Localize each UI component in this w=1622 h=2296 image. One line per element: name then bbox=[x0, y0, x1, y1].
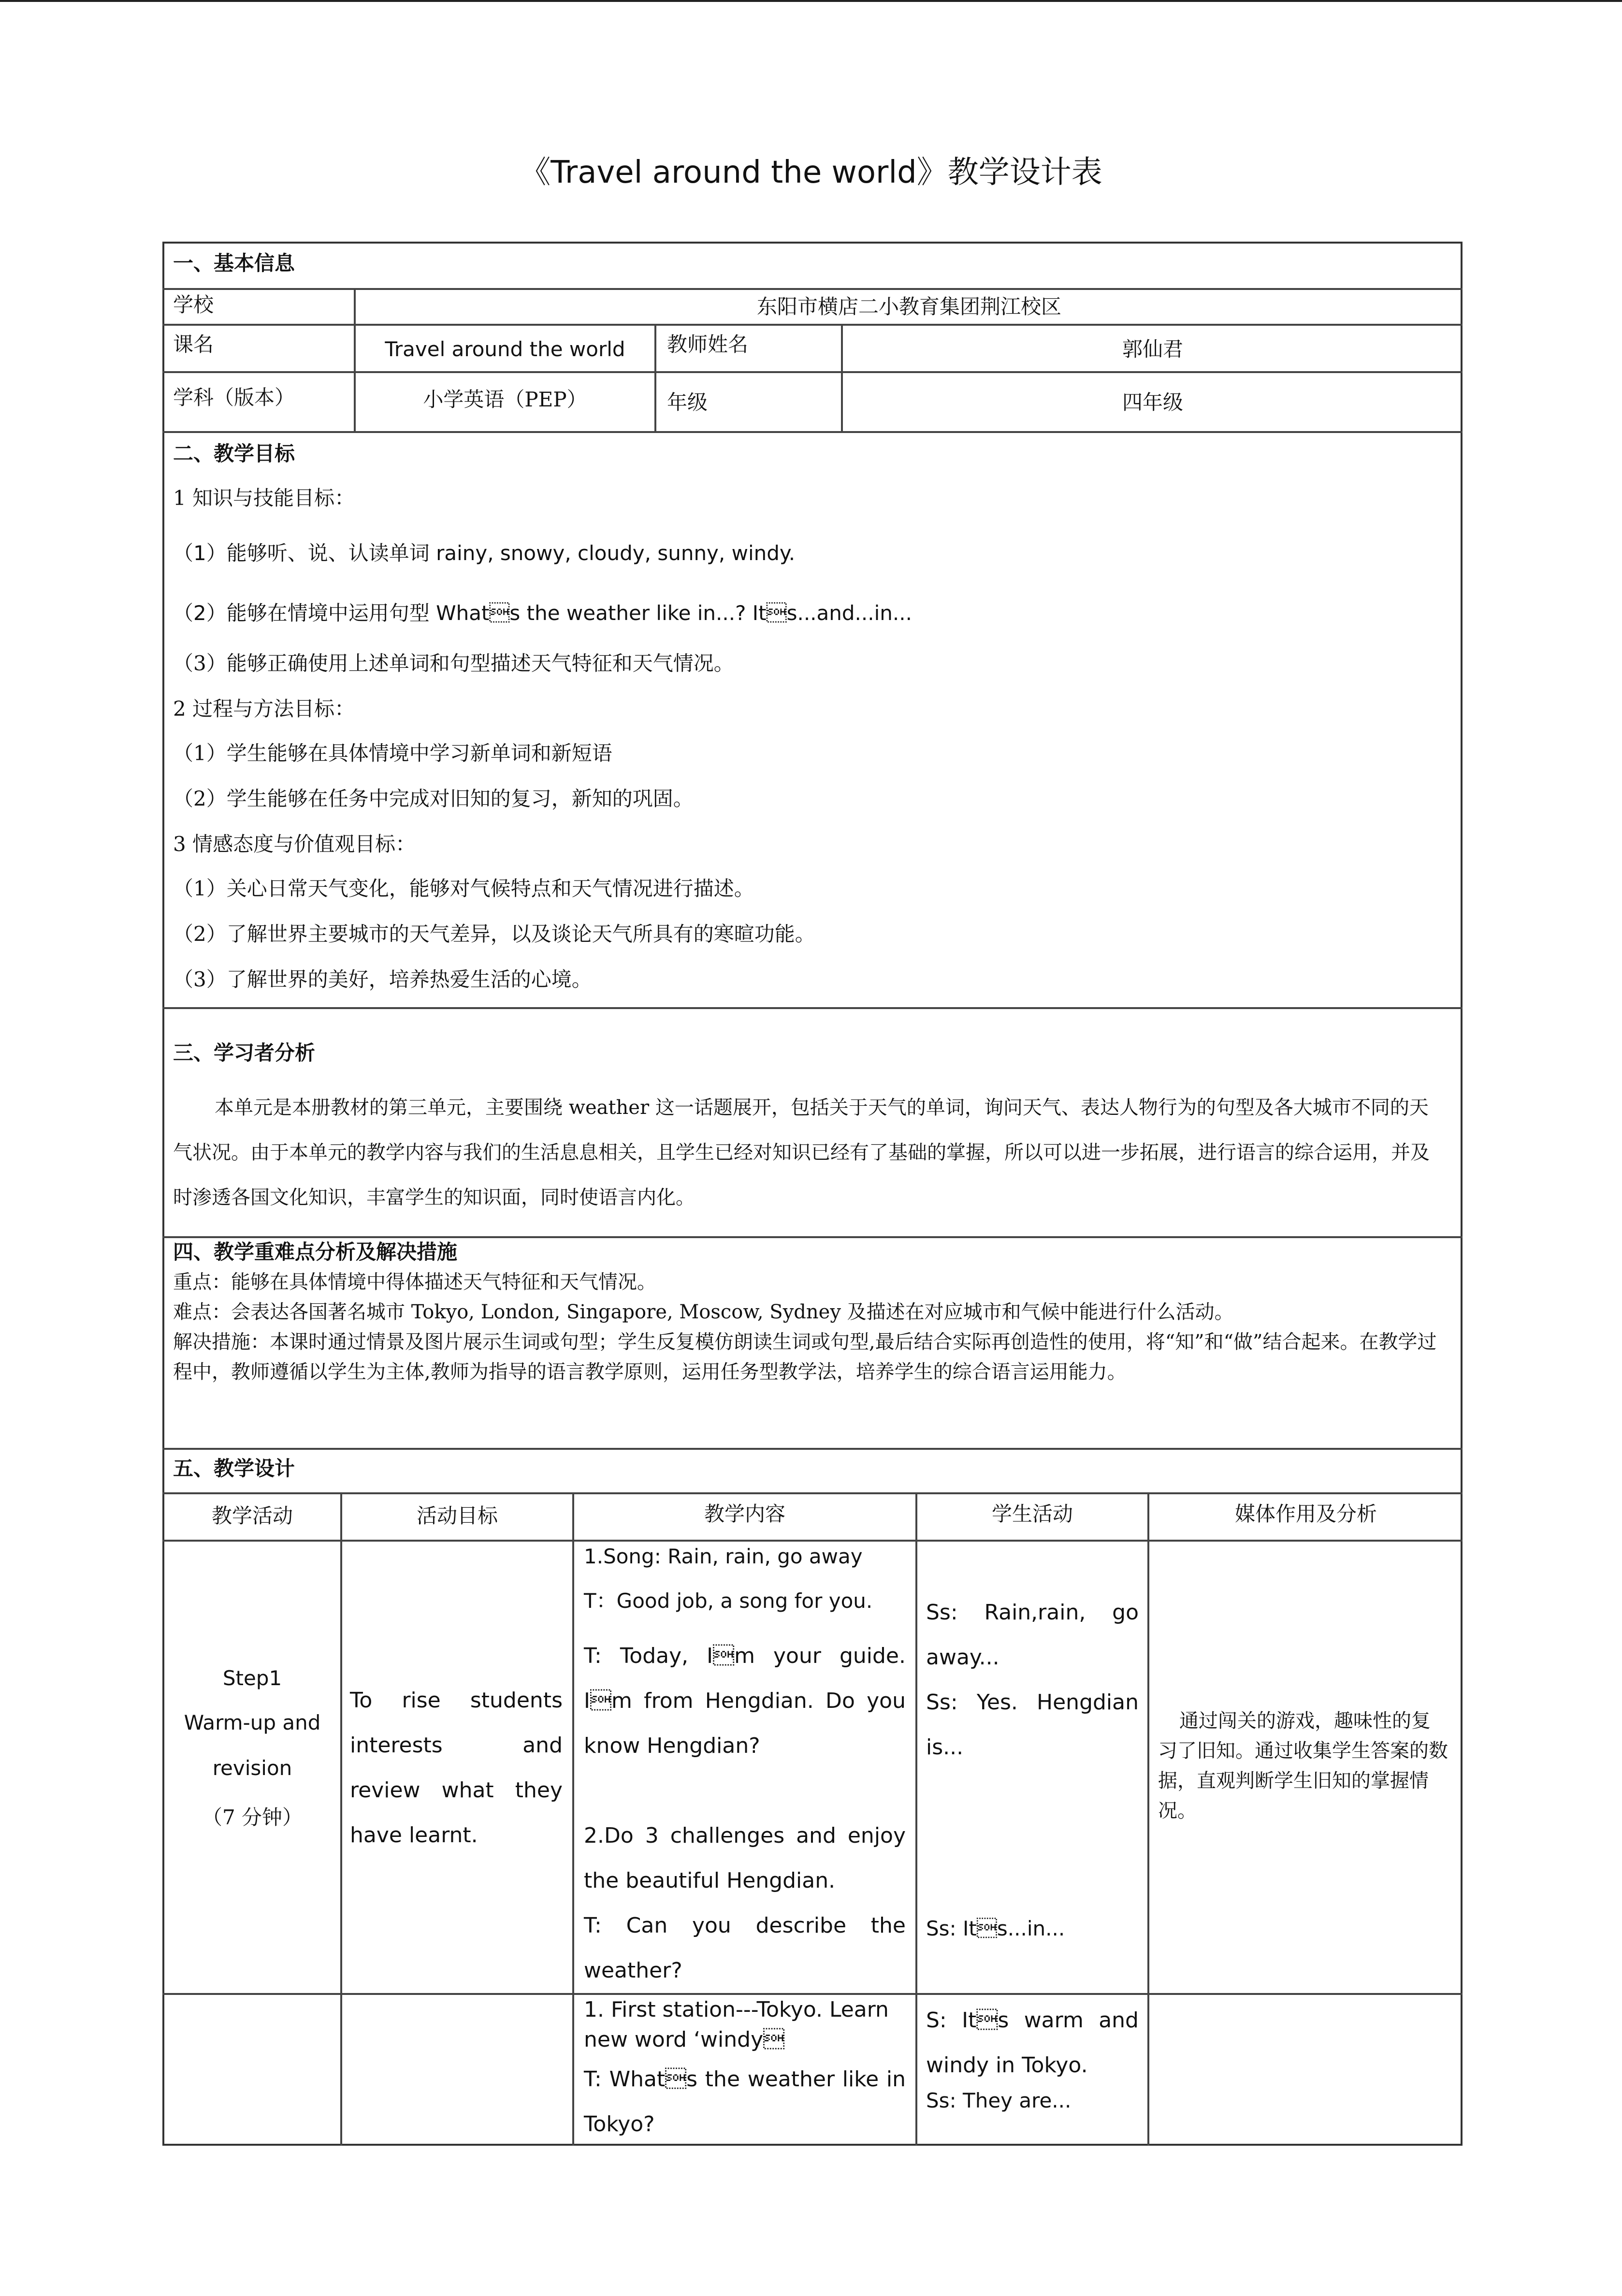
section-heading-design: 五、教学设计 bbox=[173, 1457, 295, 1480]
content-line: 1.Song: Rain, rain, go away bbox=[584, 1545, 863, 1568]
objective-line: （2）学生能够在任务中完成对旧知的复习，新知的巩固。 bbox=[173, 787, 694, 810]
content-line: 1. First station---Tokyo. Learn new word ‘windy bbox=[584, 1997, 889, 2052]
content-line: 2.Do 3 challenges and enjoy the beautiful Hengdian. bbox=[584, 1823, 906, 1893]
col-divider bbox=[340, 1492, 342, 2146]
col-divider bbox=[1147, 1492, 1149, 2146]
col-divider bbox=[654, 324, 656, 431]
step-label: revision bbox=[212, 1756, 292, 1780]
col-divider bbox=[572, 1492, 574, 2146]
objective-line: （1）能够听、说、认读单词 rainy, snowy, cloudy, sunny, windy. bbox=[173, 541, 796, 565]
section-heading-key-points: 四、教学重难点分析及解决措施 bbox=[173, 1240, 458, 1264]
column-header-goal: 活动目标 bbox=[416, 1504, 498, 1528]
row-divider bbox=[162, 324, 1463, 326]
section-heading-objectives: 二、教学目标 bbox=[173, 442, 295, 465]
column-header-activity: 教学活动 bbox=[211, 1504, 293, 1528]
row-divider bbox=[162, 1007, 1463, 1009]
row-divider bbox=[162, 371, 1463, 373]
row-divider bbox=[162, 1236, 1463, 1238]
row-divider bbox=[162, 1540, 1463, 1542]
objective-line: （2）能够在情境中运用句型 Whats the weather like in...? Its...and...in... bbox=[173, 601, 912, 625]
objective-line: （3）了解世界的美好，培养热爱生活的心境。 bbox=[173, 967, 592, 991]
subject-label: 学科（版本） bbox=[173, 386, 295, 409]
course-label: 课名 bbox=[173, 332, 214, 356]
grade-value: 四年级 bbox=[1122, 390, 1183, 414]
subject-value: 小学英语（PEP） bbox=[423, 388, 587, 411]
media-analysis: 通过闯关的游戏，趣味性的复习了旧知。通过收集学生答案的数据，直观判断学生旧知的掌握情况。 bbox=[1158, 1710, 1448, 1822]
column-header-student: 学生活动 bbox=[991, 1502, 1073, 1526]
row-divider bbox=[162, 1492, 1463, 1494]
step-duration: （7 分钟） bbox=[202, 1805, 303, 1829]
teacher-value: 郭仙君 bbox=[1122, 337, 1183, 361]
difficult-point-text: 难点：会表达各国著名城市 Tokyo, London, Singapore, Moscow, Sydney 及描述在对应城市和气候中能进行什么活动。 bbox=[173, 1301, 1234, 1323]
section-heading-learner-analysis: 三、学习者分析 bbox=[173, 1041, 316, 1065]
page-title: 《Travel around the world》教学设计表 bbox=[520, 155, 1102, 190]
objective-line: （1）学生能够在具体情境中学习新单词和新短语 bbox=[173, 741, 612, 765]
row-divider bbox=[162, 431, 1463, 433]
col-divider bbox=[915, 1492, 917, 2146]
objective-line: （1）关心日常天气变化，能够对气候特点和天气情况进行描述。 bbox=[173, 877, 754, 900]
objective-line: （3）能够正确使用上述单词和句型描述天气特征和天气情况。 bbox=[173, 651, 734, 675]
objective-line: 3 情感态度与价值观目标： bbox=[173, 832, 416, 856]
content-line: T: Can you describe the weather? bbox=[584, 1913, 906, 1983]
key-point-text: 重点：能够在具体情境中得体描述天气特征和天气情况。 bbox=[173, 1271, 656, 1293]
teacher-label: 教师姓名 bbox=[667, 332, 749, 356]
course-value: Travel around the world bbox=[385, 337, 625, 361]
student-activity-line: S: Its warm and windy in Tokyo. bbox=[926, 2008, 1139, 2078]
objective-line: 2 过程与方法目标： bbox=[173, 697, 355, 721]
school-label: 学校 bbox=[173, 293, 214, 317]
student-activity-line: Ss: Rain,rain, go away... bbox=[926, 1600, 1139, 1670]
student-activity-line: Ss: They are... bbox=[926, 2089, 1072, 2112]
school-value: 东阳市横店二小教育集团荆江校区 bbox=[756, 295, 1061, 318]
solution-text: 解决措施：本课时通过情景及图片展示生词或句型；学生反复模仿朗读生词或句型,最后结合实际再创造性的使用，将“知”和“做”结合起来。在教学过程中，教师遵循以学生为主体,教师为指导的语言教学原则，运用任务型教学法，培养学生的综合语言运用能力。 bbox=[173, 1331, 1437, 1383]
objective-line: （2）了解世界主要城市的天气差异，以及谈论天气所具有的寒暄功能。 bbox=[173, 922, 815, 946]
column-header-media: 媒体作用及分析 bbox=[1234, 1502, 1377, 1526]
activity-goal: To rise students interests and review what they have learnt. bbox=[350, 1688, 563, 1848]
top-rule bbox=[0, 0, 1622, 2]
section-heading-basic-info: 一、基本信息 bbox=[173, 251, 295, 275]
row-divider bbox=[162, 1448, 1463, 1450]
row-divider bbox=[162, 288, 1463, 290]
objective-line: 1 知识与技能目标： bbox=[173, 486, 355, 510]
step-label: Warm-up and bbox=[184, 1711, 321, 1734]
content-line: T: Today, Im your guide. Im from Hengdian. Do you know Hengdian? bbox=[584, 1644, 906, 1758]
column-header-content: 教学内容 bbox=[704, 1502, 785, 1526]
student-activity-line: Ss: Yes. Hengdian is... bbox=[926, 1690, 1139, 1760]
learner-analysis-text: 本单元是本册教材的第三单元，主要围绕 weather 这一话题展开，包括关于天气的单词，询问天气、表达人物行为的句型及各大城市不同的天气状况。由于本单元的教学内容与我们的生活息息相关，且学生已经对知识已经有了基础的掌握，所以可以进一步拓展，进行语言的综合运用，并及时渗透各国文化知识，丰富学生的知识面，同时使语言内化。 bbox=[173, 1097, 1430, 1209]
content-line: T：Good job, a song for you. bbox=[584, 1589, 873, 1613]
content-line: T: Whats the weather like in Tokyo? bbox=[584, 2067, 906, 2137]
step-label: Step1 bbox=[222, 1666, 282, 1690]
grade-label: 年级 bbox=[667, 390, 708, 414]
student-activity-line: Ss: Its...in... bbox=[926, 1917, 1065, 1940]
